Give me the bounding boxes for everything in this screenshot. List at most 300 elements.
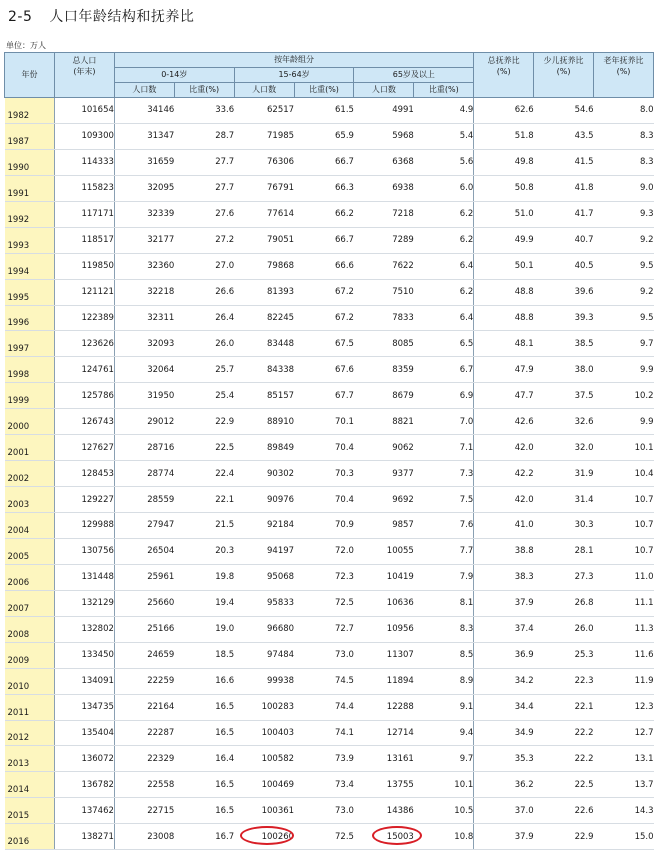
header-total-pop: 总人口 (年末) [55,53,115,98]
ratio-0-14-cell: 16.5 [174,798,234,824]
total-dep-cell: 38.8 [474,538,534,564]
table-row [5,357,654,383]
ratio-15-64-cell: 67.2 [294,305,354,331]
pop-15-64-cell [234,824,294,850]
child-dep-cell: 25.3 [534,642,594,668]
table-row [5,590,654,616]
ratio-0-14-cell: 25.4 [174,383,234,409]
table-row [5,642,654,668]
ratio-65-cell: 9.1 [414,694,474,720]
header-ratio: 比重(%) [294,83,354,98]
old-dep-cell: 9.2 [594,227,654,253]
year-cell: 2011 [5,694,55,720]
header-ratio: 比重(%) [174,83,234,98]
total-pop-cell: 132802 [55,616,115,642]
pop-15-64-cell: 100469 [234,772,294,798]
child-dep-cell: 32.0 [534,435,594,461]
old-dep-cell: 9.0 [594,175,654,201]
table-row [5,383,654,409]
year-cell: 2004 [5,513,55,539]
pop-0-14-cell: 25660 [114,590,174,616]
pop-65-cell: 10055 [354,538,414,564]
ratio-65-cell: 7.3 [414,461,474,487]
child-dep-cell: 22.5 [534,772,594,798]
total-pop-cell: 124761 [55,357,115,383]
pop-15-64-cell: 76306 [234,149,294,175]
ratio-65-cell: 7.5 [414,487,474,513]
pop-0-14-cell: 22558 [114,772,174,798]
ratio-65-cell: 6.7 [414,357,474,383]
total-dep-cell: 47.7 [474,383,534,409]
ratio-15-64-cell: 67.7 [294,383,354,409]
ratio-65-cell: 10.5 [414,798,474,824]
pop-65-cell: 9857 [354,513,414,539]
child-dep-cell: 28.1 [534,538,594,564]
child-dep-cell: 22.9 [534,824,594,850]
pop-0-14-cell: 25166 [114,616,174,642]
child-dep-cell: 38.5 [534,331,594,357]
child-dep-cell: 37.5 [534,383,594,409]
total-pop-cell: 138271 [55,824,115,850]
ratio-15-64-cell: 74.4 [294,694,354,720]
highlighted-value: 15003 [386,831,414,842]
pop-15-64-cell: 95068 [234,564,294,590]
table-row [5,253,654,279]
year-cell: 1993 [5,227,55,253]
total-pop-cell: 125786 [55,383,115,409]
ratio-15-64-cell: 72.5 [294,590,354,616]
table-row [5,461,654,487]
ratio-15-64-cell: 72.7 [294,616,354,642]
table-row [5,149,654,175]
pop-0-14-cell: 32177 [114,227,174,253]
pop-0-14-cell: 34146 [114,98,174,124]
table-row [5,487,654,513]
old-dep-cell: 9.5 [594,305,654,331]
pop-0-14-cell: 32360 [114,253,174,279]
pop-15-64-cell: 92184 [234,513,294,539]
ratio-15-64-cell: 67.2 [294,279,354,305]
pop-0-14-cell: 31659 [114,149,174,175]
pop-15-64-cell: 85157 [234,383,294,409]
child-dep-cell: 39.3 [534,305,594,331]
old-dep-cell: 11.1 [594,590,654,616]
total-dep-cell: 36.2 [474,772,534,798]
pop-0-14-cell: 23008 [114,824,174,850]
child-dep-cell: 22.3 [534,668,594,694]
child-dep-cell: 39.6 [534,279,594,305]
ratio-0-14-cell: 19.4 [174,590,234,616]
pop-15-64-cell: 100283 [234,694,294,720]
year-cell: 2016 [5,824,55,850]
year-cell: 1982 [5,98,55,124]
pop-0-14-cell: 22259 [114,668,174,694]
total-dep-cell: 41.0 [474,513,534,539]
total-pop-cell: 122389 [55,305,115,331]
table-number: 2-5 [8,9,33,25]
ratio-0-14-cell: 28.7 [174,123,234,149]
ratio-65-cell: 8.1 [414,590,474,616]
child-dep-cell: 38.0 [534,357,594,383]
ratio-0-14-cell: 20.3 [174,538,234,564]
pop-65-cell: 7510 [354,279,414,305]
ratio-0-14-cell: 27.7 [174,175,234,201]
table-row [5,694,654,720]
year-cell: 2013 [5,746,55,772]
pop-65-cell: 6938 [354,175,414,201]
child-dep-cell: 22.2 [534,746,594,772]
total-dep-cell: 51.0 [474,201,534,227]
table-row [5,409,654,435]
old-dep-cell: 10.7 [594,513,654,539]
pop-65-cell: 11894 [354,668,414,694]
year-cell: 2003 [5,487,55,513]
ratio-65-cell: 8.3 [414,616,474,642]
header-ratio: 比重(%) [414,83,474,98]
pop-0-14-cell: 22329 [114,746,174,772]
ratio-0-14-cell: 19.8 [174,564,234,590]
pop-15-64-cell: 76791 [234,175,294,201]
total-dep-cell: 48.8 [474,279,534,305]
child-dep-cell: 41.5 [534,149,594,175]
year-cell: 1998 [5,357,55,383]
ratio-0-14-cell: 25.7 [174,357,234,383]
ratio-0-14-cell: 21.5 [174,513,234,539]
year-cell: 2008 [5,616,55,642]
pop-0-14-cell: 29012 [114,409,174,435]
ratio-15-64-cell: 74.5 [294,668,354,694]
pop-65-cell: 10419 [354,564,414,590]
ratio-15-64-cell: 61.5 [294,98,354,124]
pop-15-64-cell: 89849 [234,435,294,461]
ratio-0-14-cell: 16.5 [174,720,234,746]
old-dep-cell: 12.3 [594,694,654,720]
year-cell: 2012 [5,720,55,746]
ratio-15-64-cell: 70.9 [294,513,354,539]
total-dep-cell: 48.8 [474,305,534,331]
ratio-65-cell: 6.5 [414,331,474,357]
old-dep-cell: 9.9 [594,409,654,435]
total-pop-cell: 121121 [55,279,115,305]
old-dep-cell: 9.5 [594,253,654,279]
year-cell: 1992 [5,201,55,227]
pop-0-14-cell: 32093 [114,331,174,357]
child-dep-cell: 26.0 [534,616,594,642]
ratio-65-cell: 10.8 [414,824,474,850]
ratio-0-14-cell: 22.9 [174,409,234,435]
old-dep-cell: 8.3 [594,123,654,149]
pop-15-64-cell: 99938 [234,668,294,694]
pop-0-14-cell: 32218 [114,279,174,305]
ratio-65-cell: 7.6 [414,513,474,539]
child-dep-cell: 31.4 [534,487,594,513]
pop-65-cell: 8821 [354,409,414,435]
pop-65-cell: 5968 [354,123,414,149]
pop-15-64-cell: 95833 [234,590,294,616]
table-row [5,538,654,564]
ratio-15-64-cell: 70.4 [294,435,354,461]
pop-65-cell: 4991 [354,98,414,124]
ratio-15-64-cell: 73.0 [294,798,354,824]
table-title [8,6,194,26]
header-pop: 人口数 [354,83,414,98]
pop-65-cell: 7218 [354,201,414,227]
old-dep-cell: 11.3 [594,616,654,642]
total-dep-cell: 37.9 [474,590,534,616]
old-dep-cell: 10.7 [594,538,654,564]
pop-0-14-cell: 28774 [114,461,174,487]
pop-0-14-cell: 32339 [114,201,174,227]
old-dep-cell: 8.3 [594,149,654,175]
header-child-dep: 少儿抚养比 (%) [534,53,594,98]
pop-15-64-cell: 79051 [234,227,294,253]
ratio-15-64-cell: 70.4 [294,487,354,513]
child-dep-cell: 27.3 [534,564,594,590]
ratio-65-cell: 6.0 [414,175,474,201]
total-dep-cell: 47.9 [474,357,534,383]
red-circle-highlight [240,826,294,845]
table-row [5,98,654,124]
total-dep-cell: 42.6 [474,409,534,435]
year-cell: 1990 [5,149,55,175]
pop-0-14-cell: 22287 [114,720,174,746]
pop-65-cell: 8085 [354,331,414,357]
pop-15-64-cell: 97484 [234,642,294,668]
ratio-15-64-cell: 73.9 [294,746,354,772]
ratio-0-14-cell: 22.1 [174,487,234,513]
total-dep-cell: 49.8 [474,149,534,175]
year-cell: 1997 [5,331,55,357]
ratio-0-14-cell: 22.5 [174,435,234,461]
pop-65-cell: 12288 [354,694,414,720]
old-dep-cell: 11.0 [594,564,654,590]
pop-15-64-cell: 83448 [234,331,294,357]
total-dep-cell: 42.2 [474,461,534,487]
year-cell: 1999 [5,383,55,409]
year-cell: 2002 [5,461,55,487]
ratio-65-cell: 6.9 [414,383,474,409]
old-dep-cell: 9.7 [594,331,654,357]
old-dep-cell: 8.0 [594,98,654,124]
pop-15-64-cell: 79868 [234,253,294,279]
table-row [5,331,654,357]
total-dep-cell: 35.3 [474,746,534,772]
ratio-65-cell: 7.1 [414,435,474,461]
ratio-65-cell: 7.0 [414,409,474,435]
pop-65-cell: 9062 [354,435,414,461]
table-row [5,616,654,642]
total-pop-cell: 129227 [55,487,115,513]
year-cell: 1996 [5,305,55,331]
total-dep-cell: 42.0 [474,435,534,461]
child-dep-cell: 54.6 [534,98,594,124]
ratio-65-cell: 8.9 [414,668,474,694]
pop-65-cell: 6368 [354,149,414,175]
ratio-15-64-cell: 67.6 [294,357,354,383]
table-row [5,668,654,694]
pop-65-cell [354,824,414,850]
ratio-0-14-cell: 27.7 [174,149,234,175]
table-row [5,435,654,461]
total-dep-cell: 51.8 [474,123,534,149]
total-pop-cell: 101654 [55,98,115,124]
pop-15-64-cell: 100582 [234,746,294,772]
old-dep-cell: 13.7 [594,772,654,798]
ratio-65-cell: 8.5 [414,642,474,668]
pop-15-64-cell: 81393 [234,279,294,305]
pop-15-64-cell: 100403 [234,720,294,746]
header-age-65: 65岁及以上 [354,68,474,83]
old-dep-cell: 11.6 [594,642,654,668]
ratio-0-14-cell: 27.6 [174,201,234,227]
pop-0-14-cell: 26504 [114,538,174,564]
year-cell: 2009 [5,642,55,668]
table-title-text: 人口年龄结构和抚养比 [49,9,195,25]
total-pop-cell: 118517 [55,227,115,253]
total-dep-cell: 34.2 [474,668,534,694]
total-dep-cell: 62.6 [474,98,534,124]
child-dep-cell: 41.7 [534,201,594,227]
pop-0-14-cell: 24659 [114,642,174,668]
pop-65-cell: 7289 [354,227,414,253]
table-row [5,513,654,539]
table-body [5,98,654,850]
ratio-65-cell: 6.2 [414,279,474,305]
old-dep-cell: 14.3 [594,798,654,824]
pop-15-64-cell: 77614 [234,201,294,227]
ratio-0-14-cell: 16.7 [174,824,234,850]
ratio-0-14-cell: 26.4 [174,305,234,331]
ratio-65-cell: 6.4 [414,253,474,279]
ratio-15-64-cell: 73.4 [294,772,354,798]
old-dep-cell: 10.1 [594,435,654,461]
total-dep-cell: 37.4 [474,616,534,642]
ratio-15-64-cell: 74.1 [294,720,354,746]
year-cell: 2005 [5,538,55,564]
ratio-0-14-cell: 16.4 [174,746,234,772]
child-dep-cell: 22.1 [534,694,594,720]
ratio-15-64-cell: 66.7 [294,149,354,175]
ratio-15-64-cell: 73.0 [294,642,354,668]
old-dep-cell: 9.2 [594,279,654,305]
year-cell: 1995 [5,279,55,305]
old-dep-cell: 13.1 [594,746,654,772]
ratio-65-cell: 6.4 [414,305,474,331]
old-dep-cell: 9.9 [594,357,654,383]
year-cell: 1987 [5,123,55,149]
ratio-15-64-cell: 72.5 [294,824,354,850]
table-row [5,305,654,331]
unit-label: 单位：万人 [6,41,46,50]
year-cell: 1991 [5,175,55,201]
total-pop-cell: 135404 [55,720,115,746]
total-dep-cell: 50.8 [474,175,534,201]
total-dep-cell: 37.9 [474,824,534,850]
total-pop-cell: 136782 [55,772,115,798]
old-dep-cell: 12.7 [594,720,654,746]
pop-15-64-cell: 62517 [234,98,294,124]
header-age-15-64: 15-64岁 [234,68,354,83]
population-table [4,52,654,850]
header-pop: 人口数 [234,83,294,98]
pop-0-14-cell: 28716 [114,435,174,461]
pop-15-64-cell: 84338 [234,357,294,383]
child-dep-cell: 31.9 [534,461,594,487]
pop-65-cell: 12714 [354,720,414,746]
ratio-65-cell: 4.9 [414,98,474,124]
pop-0-14-cell: 31347 [114,123,174,149]
total-dep-cell: 42.0 [474,487,534,513]
total-pop-cell: 127627 [55,435,115,461]
pop-15-64-cell: 100361 [234,798,294,824]
year-cell: 2001 [5,435,55,461]
total-pop-cell: 115823 [55,175,115,201]
table-header [5,53,654,98]
ratio-0-14-cell: 16.6 [174,668,234,694]
total-pop-cell: 130756 [55,538,115,564]
total-pop-cell: 131448 [55,564,115,590]
table-row [5,201,654,227]
ratio-65-cell: 6.2 [414,201,474,227]
ratio-0-14-cell: 18.5 [174,642,234,668]
pop-15-64-cell: 90302 [234,461,294,487]
child-dep-cell: 40.5 [534,253,594,279]
ratio-15-64-cell: 65.9 [294,123,354,149]
pop-65-cell: 8679 [354,383,414,409]
total-dep-cell: 34.4 [474,694,534,720]
pop-15-64-cell: 94197 [234,538,294,564]
total-pop-cell: 129988 [55,513,115,539]
highlighted-value: 100260 [261,831,295,842]
total-pop-cell: 134735 [55,694,115,720]
pop-65-cell: 14386 [354,798,414,824]
table-row [5,564,654,590]
pop-65-cell: 9377 [354,461,414,487]
year-cell: 2014 [5,772,55,798]
old-dep-cell: 15.0 [594,824,654,850]
pop-65-cell: 7833 [354,305,414,331]
year-cell: 2000 [5,409,55,435]
child-dep-cell: 22.2 [534,720,594,746]
ratio-0-14-cell: 22.4 [174,461,234,487]
child-dep-cell: 40.7 [534,227,594,253]
table-row [5,720,654,746]
pop-0-14-cell: 32064 [114,357,174,383]
pop-65-cell: 13161 [354,746,414,772]
total-dep-cell: 49.9 [474,227,534,253]
year-cell: 2006 [5,564,55,590]
pop-65-cell: 7622 [354,253,414,279]
pop-15-64-cell: 88910 [234,409,294,435]
pop-0-14-cell: 31950 [114,383,174,409]
ratio-65-cell: 10.1 [414,772,474,798]
ratio-15-64-cell: 67.5 [294,331,354,357]
ratio-65-cell: 7.9 [414,564,474,590]
ratio-0-14-cell: 16.5 [174,772,234,798]
table-row [5,798,654,824]
pop-65-cell: 13755 [354,772,414,798]
pop-0-14-cell: 28559 [114,487,174,513]
ratio-15-64-cell: 72.0 [294,538,354,564]
ratio-0-14-cell: 16.5 [174,694,234,720]
total-pop-cell: 109300 [55,123,115,149]
header-age-0-14: 0-14岁 [114,68,234,83]
table-row [5,175,654,201]
child-dep-cell: 43.5 [534,123,594,149]
year-cell: 2010 [5,668,55,694]
header-age-group: 按年龄组分 [114,53,473,68]
total-dep-cell: 37.0 [474,798,534,824]
